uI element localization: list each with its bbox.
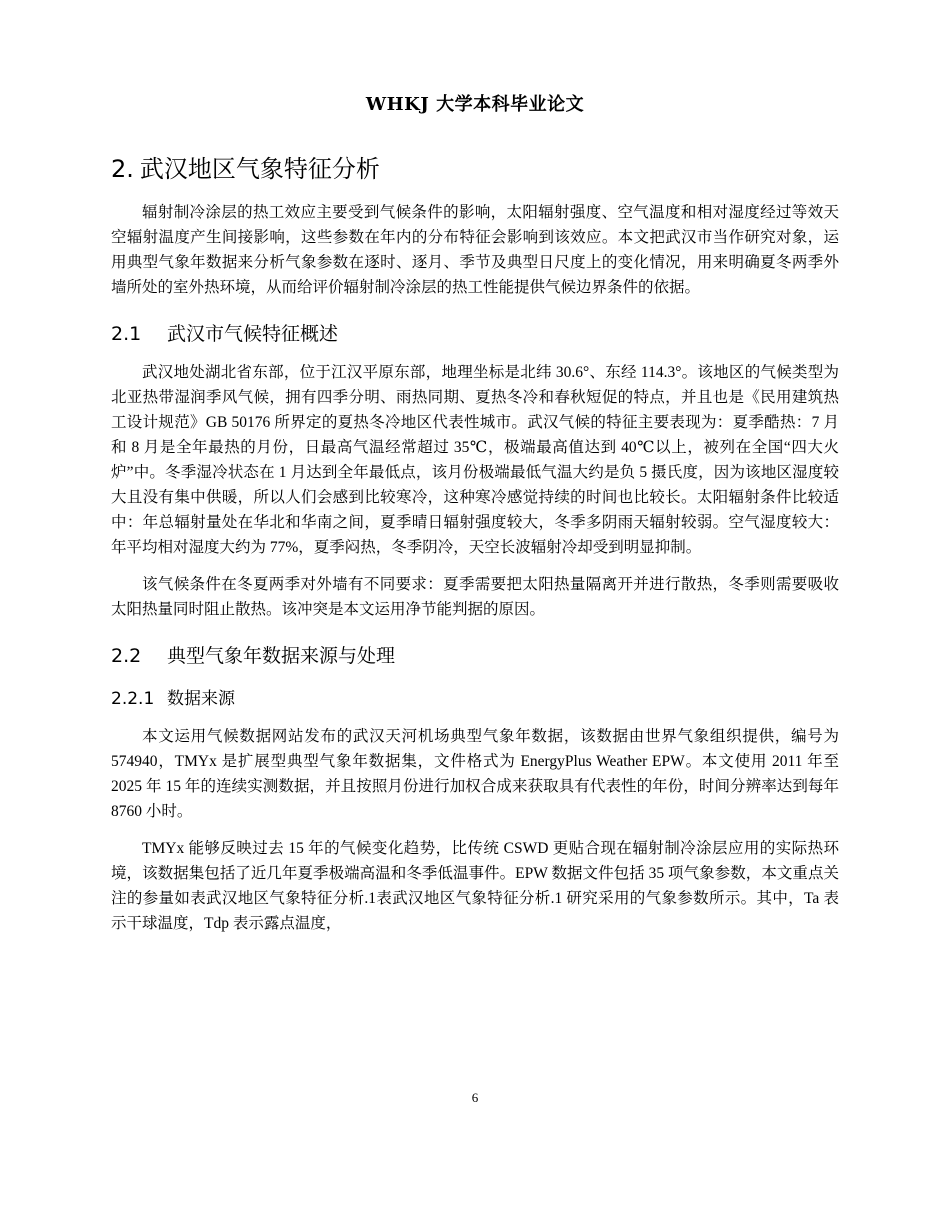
page-number: 6 (471, 1090, 479, 1105)
subsection-2-2-1-paragraph-2: TMYx 能够反映过去 15 年的气候变化趋势，比传统 CSWD 更贴合现在辐射制冷涂层应用的实际热环境，该数据集包括了近几年夏季极端高温和冬季低温事件。EPW 数据文件包括 35 项气象参数，本文重点关注的参量如表武汉地区气象特征分析.1表武汉地区气象特征分析.1 研究采用的气象参数所示。其中，Ta 表示干球温度，Tdp 表示露点温度， (111, 840, 839, 932)
running-header: WHKJ 大学本科毕业论文 (365, 94, 585, 115)
section-2-1-paragraph-1: 武汉地处湖北省东部，位于江汉平原东部，地理坐标是北纬 30.6°、东经 114.3°。该地区的气候类型为北亚热带湿润季风气候，拥有四季分明、雨热同期、夏热冬冷和春秋短促的特点，并且也是《民用建筑热工设计规范》GB 50176 所界定的夏热冬冷地区代表性城市。武汉气候的特征主要表现为：夏季酷热：7 月和 8 月是全年最热的月份，日最高气温经常超过 35℃，极端最高值达到 40℃以上，被列在全国“四大火炉”中。冬季湿冷状态在 1 月达到全年最低点，该月份极端最低气温大约是负 5 摄氏度，因为该地区湿度较大且没有集中供暖，所以人们会感到比较寒冷，这种寒冷感觉持续的时间也比较长。太阳辐射条件比较适中：年总辐射量处在华北和华南之间，夏季晴日辐射强度较大，冬季多阴雨天辐射较弱。空气湿度较大：年平均相对湿度大约为 77%，夏季闷热，冬季阴冷，天空长波辐射冷却受到明显抑制。 (111, 364, 839, 556)
subsection-title: 数据来源 (167, 689, 235, 709)
section-2-1-paragraph-2: 该气候条件在冬夏两季对外墙有不同要求：夏季需要把太阳热量隔离开并进行散热，冬季则需要吸收太阳热量同时阻止散热。该冲突是本文运用净节能判据的原因。 (111, 576, 839, 618)
chapter-heading (111, 150, 839, 188)
section-title: 典型气象年数据来源与处理 (167, 645, 396, 667)
section-number: 2.2 (111, 645, 142, 667)
chapter-title: 武汉地区气象特征分析 (139, 155, 380, 183)
chapter-intro-paragraph: 辐射制冷涂层的热工效应主要受到气候条件的影响，太阳辐射强度、空气温度和相对湿度经过等效天空辐射温度产生间接影响，这些参数在年内的分布特征会影响到该效应。本文把武汉市当作研究对象，运用典型气象年数据来分析气象参数在逐时、逐月、季节及典型日尺度上的变化情况，用来明确夏冬两季外墙所处的室外热环境，从而给评价辐射制冷涂层的热工性能提供气候边界条件的依据。 (111, 204, 839, 296)
section-number: 2.1 (111, 323, 142, 345)
subsection-heading-2-2-1 (111, 686, 839, 712)
subsection-number: 2.2.1 (111, 689, 155, 709)
page-body (111, 150, 839, 948)
chapter-number: 2. (111, 155, 134, 183)
subsection-2-2-1-paragraph-1: 本文运用气候数据网站发布的武汉天河机场典型气象年数据，该数据由世界气象组织提供，编号为 574940，TMYx 是扩展型典型气象年数据集，文件格式为 EnergyPlus Weather EPW。本文使用 2011 年至 2025 年 15 年的连续实测数据，并且按照月份进行加权合成来获取具有代表性的年份，时间分辨率达到每年 8760 小时。 (111, 728, 839, 820)
section-heading-2-2 (111, 642, 839, 670)
section-title: 武汉市气候特征概述 (167, 323, 339, 345)
section-heading-2-1 (111, 320, 839, 348)
